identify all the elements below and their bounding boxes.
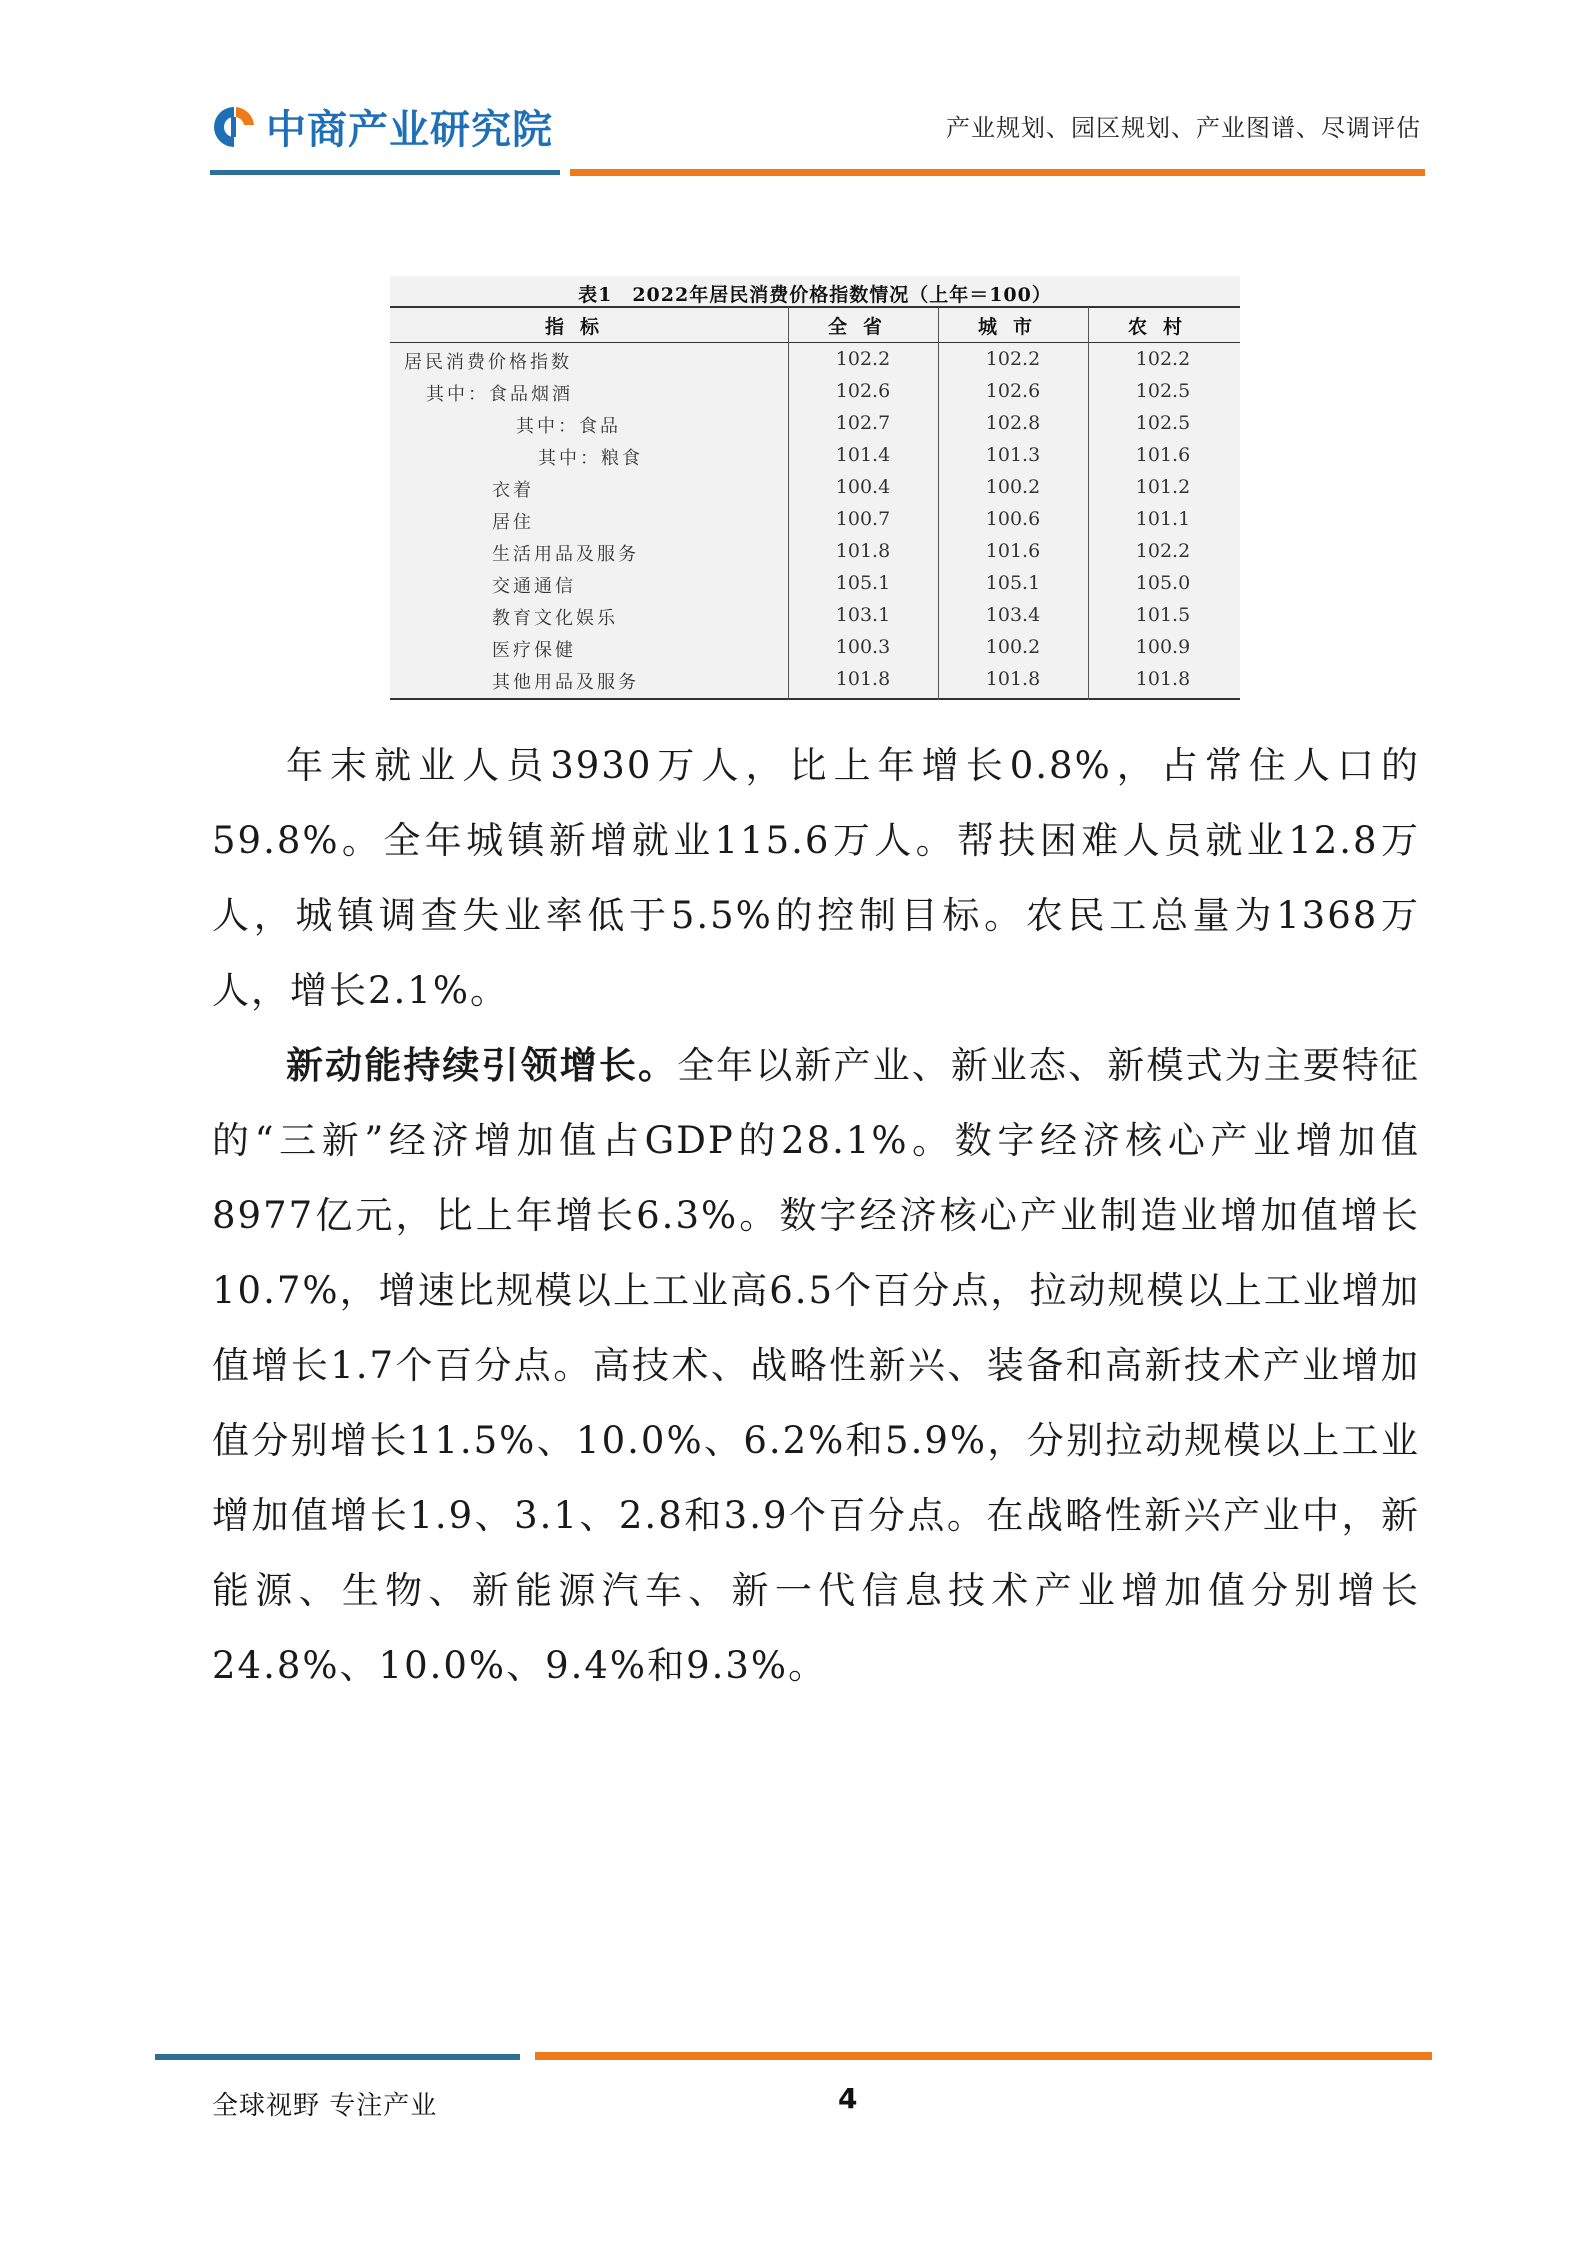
cell-city: 105.1 xyxy=(985,572,1041,594)
table-title: 表1 2022年居民消费价格指数情况（上年＝100） xyxy=(578,284,1052,306)
table-row xyxy=(390,508,1240,540)
cell-city: 101.8 xyxy=(985,668,1041,690)
cell-rural: 102.2 xyxy=(1135,540,1191,562)
footer-divider-orange xyxy=(535,2052,1432,2060)
cpi-table xyxy=(390,276,1240,700)
header-divider-blue xyxy=(210,170,560,175)
header-divider-orange xyxy=(570,169,1425,176)
row-label: 居民消费价格指数 xyxy=(404,352,572,373)
cell-rural: 102.2 xyxy=(1135,348,1191,370)
cell-city: 100.6 xyxy=(985,508,1041,530)
cell-province: 100.4 xyxy=(835,476,891,498)
row-label: 其中：食品烟酒 xyxy=(426,384,573,405)
cell-province: 101.8 xyxy=(835,540,891,562)
table-top-rule xyxy=(390,306,1240,308)
row-label: 其中：食品 xyxy=(516,416,621,437)
row-label: 衣着 xyxy=(492,480,534,501)
cell-rural: 102.5 xyxy=(1135,380,1191,402)
cell-rural: 101.6 xyxy=(1135,444,1191,466)
footer-divider-blue xyxy=(155,2054,520,2060)
cell-province: 101.4 xyxy=(835,444,891,466)
cell-rural: 101.8 xyxy=(1135,668,1191,690)
table-row xyxy=(390,380,1240,412)
paragraph-new-momentum xyxy=(212,1028,1420,1703)
cell-rural: 101.5 xyxy=(1135,604,1191,626)
row-label: 其中：粮食 xyxy=(538,448,643,469)
logo-text: 中商产业研究院 xyxy=(266,107,553,153)
cell-city: 100.2 xyxy=(985,476,1041,498)
table-row xyxy=(390,572,1240,604)
table-row xyxy=(390,540,1240,572)
brand-logo xyxy=(210,98,553,155)
table-row xyxy=(390,668,1240,700)
row-label: 生活用品及服务 xyxy=(492,544,639,565)
table-header-rural: 农村 xyxy=(1127,316,1198,338)
table-header-rule xyxy=(390,342,1240,343)
page-number: 4 xyxy=(838,2082,858,2115)
table-row xyxy=(390,444,1240,476)
table-row xyxy=(390,476,1240,508)
table-row xyxy=(390,412,1240,444)
cell-city: 101.3 xyxy=(985,444,1041,466)
row-label: 居住 xyxy=(492,512,534,533)
cell-rural: 102.5 xyxy=(1135,412,1191,434)
table-row xyxy=(390,348,1240,380)
logo-icon xyxy=(210,103,258,151)
cell-city: 100.2 xyxy=(985,636,1041,658)
table-header-city: 城市 xyxy=(977,316,1048,338)
footer-tagline: 全球视野 专注产业 xyxy=(212,2091,438,2121)
table-header-indicator: 指标 xyxy=(544,316,615,338)
cell-rural: 101.2 xyxy=(1135,476,1191,498)
cell-province: 100.7 xyxy=(835,508,891,530)
row-label: 医疗保健 xyxy=(492,640,576,661)
table-row xyxy=(390,604,1240,636)
cell-rural: 105.0 xyxy=(1135,572,1191,594)
row-label: 教育文化娱乐 xyxy=(492,608,618,629)
cell-province: 101.8 xyxy=(835,668,891,690)
cell-rural: 101.1 xyxy=(1135,508,1191,530)
table-header-province: 全省 xyxy=(827,316,898,338)
paragraph-lead: 新动能持续引领增长。 xyxy=(286,1044,678,1087)
paragraph-employment: 年末就业人员3930万人，比上年增长0.8%，占常住人口的59.8%。全年城镇新增就业115.6万人。帮扶困难人员就业12.8万人，城镇调查失业率低于5.5%的控制目标。农民工总量为1368万人，增长2.1%。 xyxy=(212,744,1420,1012)
cell-city: 102.8 xyxy=(985,412,1041,434)
cell-city: 101.6 xyxy=(985,540,1041,562)
cell-province: 102.2 xyxy=(835,348,891,370)
cell-province: 103.1 xyxy=(835,604,891,626)
cell-city: 103.4 xyxy=(985,604,1041,626)
row-label: 其他用品及服务 xyxy=(492,672,639,693)
cell-province: 102.6 xyxy=(835,380,891,402)
cell-province: 100.3 xyxy=(835,636,891,658)
cell-province: 102.7 xyxy=(835,412,891,434)
cell-rural: 100.9 xyxy=(1135,636,1191,658)
header-slogan: 产业规划、园区规划、产业图谱、尽调评估 xyxy=(946,114,1421,142)
cell-city: 102.2 xyxy=(985,348,1041,370)
cell-city: 102.6 xyxy=(985,380,1041,402)
cell-province: 105.1 xyxy=(835,572,891,594)
row-label: 交通通信 xyxy=(492,576,576,597)
table-row xyxy=(390,636,1240,668)
paragraph-body: 全年以新产业、新业态、新模式为主要特征的“三新”经济增加值占GDP的28.1%。数字经济核心产业增加值8977亿元，比上年增长6.3%。数字经济核心产业制造业增加值增长10.7%，增速比规模以上工业高6.5个百分点，拉动规模以上工业增加值增长1.7个百分点。高技术、战略性新兴、装备和高新技术产业增加值分别增长11.5%、10.0%、6.2%和5.9%，分别拉动规模以上工业增加值增长1.9、3.1、2.8和3.9个百分点。在战略性新兴产业中，新能源、生物、新能源汽车、新一代信息技术产业增加值分别增长24.8%、10.0%、9.4%和9.3%。 xyxy=(212,1044,1421,1687)
